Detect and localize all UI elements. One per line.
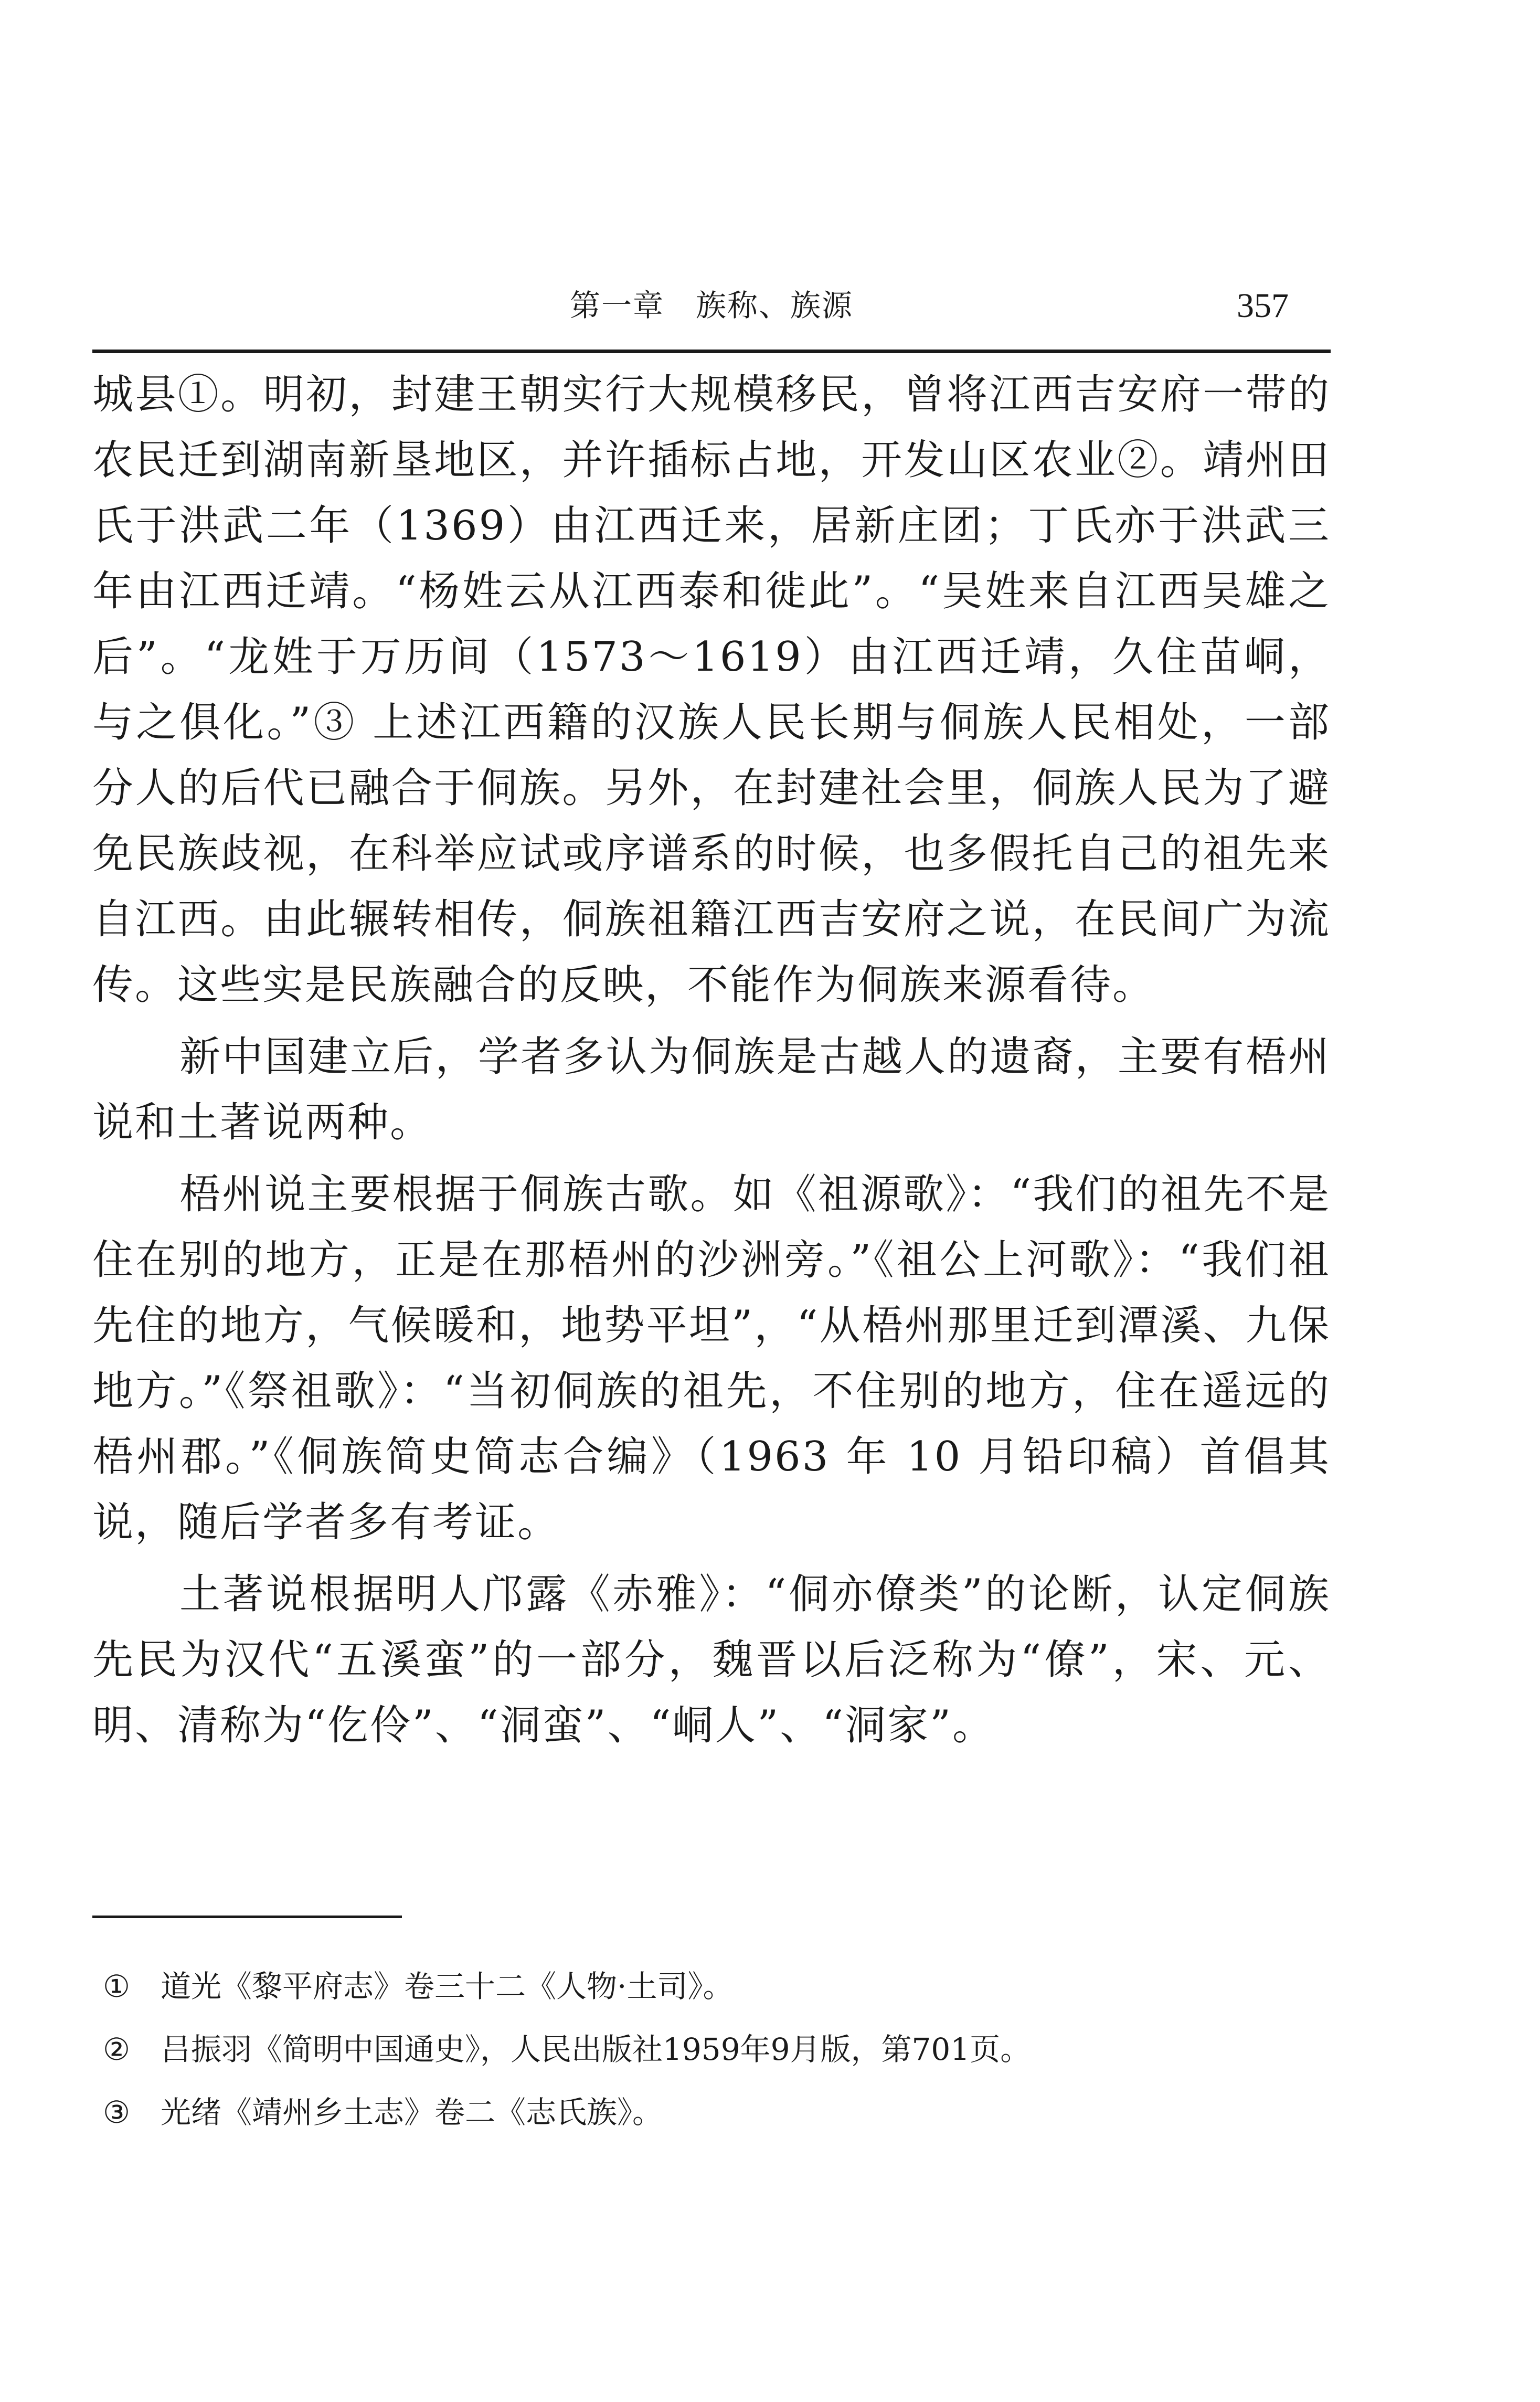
footnote-text: 道光《黎平府志》卷三十二《人物·土司》。: [161, 1969, 734, 2004]
paragraph-continued: 城县①。明初，封建王朝实行大规模移民，曾将江西吉安府一带的农民迁到湖南新垦地区，并许插标占地，开发山区农业②。靖州田氏于洪武二年（1369）由江西迁来，居新庄团；丁氏亦于洪武三年由江西迁靖。“杨姓云从江西泰和徙此”。“吴姓来自江西吴雄之后”。“龙姓于万历间（1573～1619）由江西迁靖，久住苗峒，与之俱化。”③ 上述江西籍的汉族人民长期与侗族人民相处，一部分人的后代已融合于侗族。另外，在封建社会里，侗族人民为了避免民族歧视，在科举应试或序谱系的时候，也多假托自己的祖先来自江西。由此辗转相传，侗族祖籍江西吉安府之说，在民间广为流传。这些实是民族融合的反映，不能作为侗族来源看待。: [92, 371, 1331, 1009]
paragraph-new-china-theories: 新中国建立后，学者多认为侗族是古越人的遗裔，主要有梧州说和土著说两种。: [92, 1033, 1331, 1146]
chapter-title: 第一章 族称、族源: [569, 288, 853, 323]
footnote-mark: ③: [103, 2094, 130, 2130]
page-number: 357: [1237, 287, 1289, 325]
footnote-text: 光绪《靖州乡土志》卷二《志氏族》。: [161, 2094, 663, 2130]
footnote-1: [92, 1963, 1331, 2010]
footnotes: [92, 1963, 1331, 2152]
body-text: [92, 362, 1331, 1759]
running-header: [92, 281, 1331, 331]
footnote-3: [92, 2089, 1331, 2136]
footnote-2: [92, 2026, 1331, 2073]
header-rule: [92, 350, 1331, 353]
paragraph-wuzhou-theory: 梧州说主要根据于侗族古歌。如《祖源歌》：“我们的祖先不是住在别的地方，正是在那梧州的沙洲旁。”《祖公上河歌》：“我们祖先住的地方，气候暖和，地势平坦”，“从梧州那里迁到潭溪、九保地方。”《祭祖歌》：“当初侗族的祖先，不住别的地方，住在遥远的梧州郡。”《侗族简史简志合编》（1963 年 10 月铅印稿）首倡其说，随后学者多有考证。: [92, 1171, 1331, 1546]
footnote-rule: [92, 1916, 402, 1918]
paragraph-indigenous-theory: 土著说根据明人邝露《赤雅》：“侗亦僚类”的论断，认定侗族先民为汉代“五溪蛮”的一部分，魏晋以后泛称为“僚”，宋、元、明、清称为“仡伶”、“洞蛮”、“峒人”、“洞家”。: [92, 1571, 1331, 1749]
footnote-mark: ①: [103, 1969, 130, 2004]
footnote-text: 吕振羽《简明中国通史》，人民出版社1959年9月版，第701页。: [161, 2031, 1031, 2067]
footnote-mark: ②: [103, 2031, 130, 2067]
